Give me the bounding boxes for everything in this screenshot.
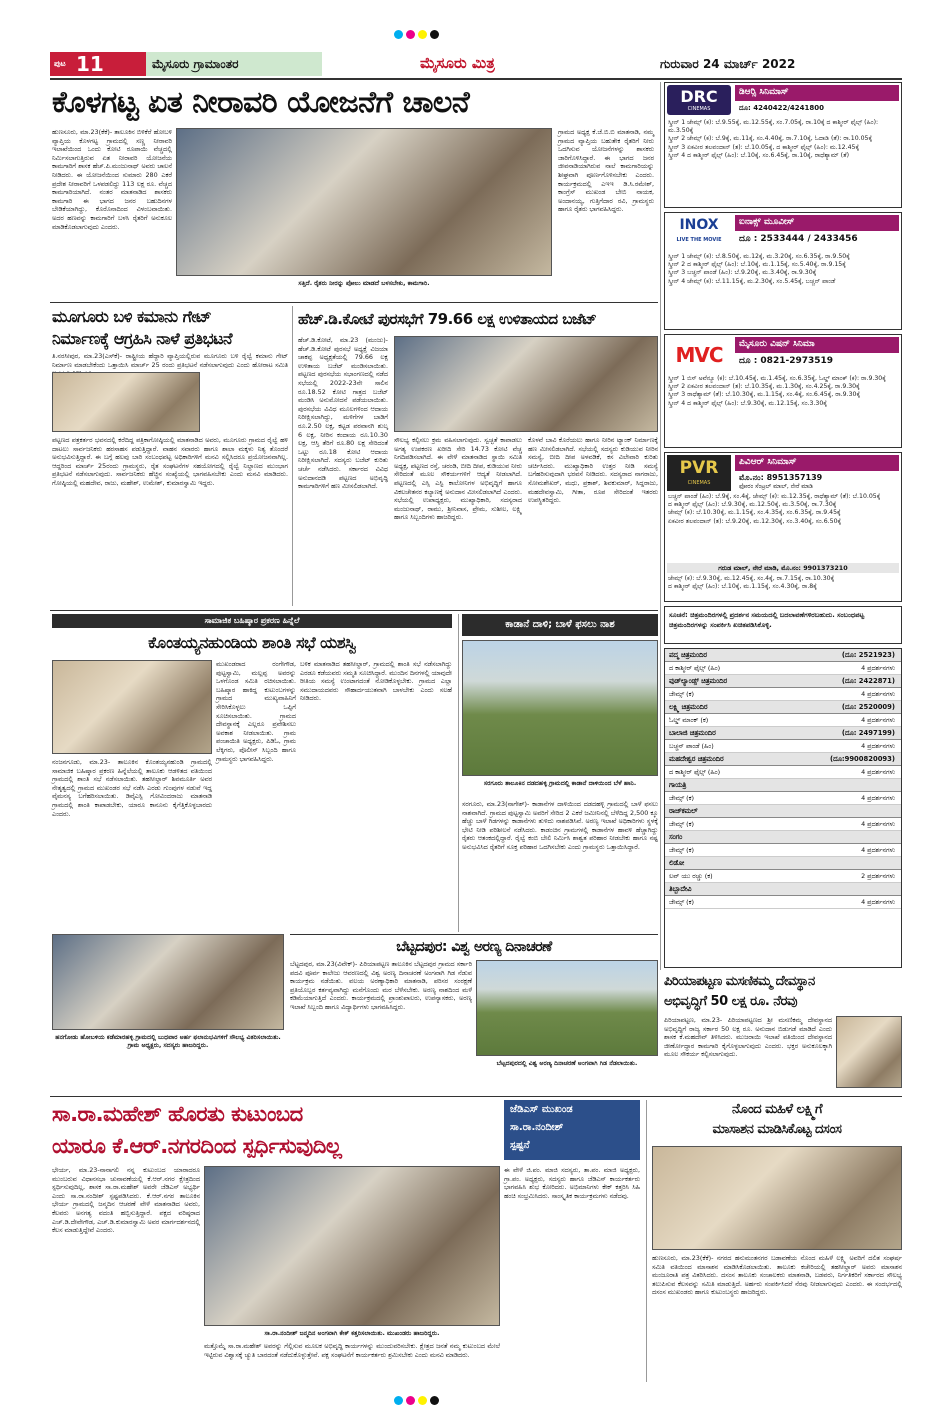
story5-photo	[462, 640, 658, 776]
issue-date: ಗುರುವಾರ 24 ಮಾರ್ಚ್ 2022	[660, 57, 796, 71]
story3-photo	[394, 336, 658, 432]
story1-caption: ಸತ್ತಿದೆ. ರೈತರು ನೀರನ್ನು ಪೋಲು ಮಾಡದೆ ಬಳಸಬೇಕು, ಕಾಮಗಾರಿ.	[298, 280, 430, 287]
theatre-phone: (ದೂ: 2422871)	[841, 676, 895, 685]
story8-headline-1: ಸಾ.ರಾ.ಮಹೇಶ್ ಹೊರತು ಕುಟುಂಬದ	[52, 1102, 303, 1126]
story4-photo-2	[52, 934, 284, 1030]
theatre-film: ಜೇಮ್ಸ್ (ಕ)	[669, 689, 695, 698]
theatre-film-row	[665, 714, 901, 727]
inox-row: ಸ್ಕ್ರೀನ್ 2 ದ ಕಾಶ್ಮೀರ್ ಫೈಲ್ಸ್ (ಹಿಂ): ಬೆ.10ಕ್ಕೆ, ಮ.1.15ಕ್ಕೆ, ಸಂ.5.40ಕ್ಕೆ, ರಾ.9.15ಕ್ಕೆ	[668, 261, 846, 269]
inox-row: ಸ್ಕ್ರೀನ್ 4 ಜೇಮ್ಸ್ (ಕ): ಬೆ.11.15ಕ್ಕೆ, ಮ.2.30ಕ್ಕೆ, ಸಂ.5.45ಕ್ಕೆ, ಬಚ್ಚನ್ ಪಾಂಡೆ	[668, 277, 836, 285]
pvr-mall-band	[667, 563, 899, 573]
theatre-head	[665, 831, 901, 844]
theatre-name: ಲಿಡೋ	[669, 858, 685, 867]
theatre-phone: (ದೂ: 2497199)	[841, 728, 895, 737]
theatre-shows: 2 ಪ್ರದರ್ಶನಗಳು	[861, 871, 895, 880]
story1-headline: ಕೊಳಗಟ್ಟ ಏತ ನೀರಾವರಿ ಯೋಜನೆಗೆ ಚಾಲನೆ	[52, 85, 470, 120]
story7-portrait	[836, 1016, 902, 1088]
pvr-logo	[667, 455, 731, 491]
theatre-shows: 4 ಪ್ರದರ್ಶನಗಳು	[861, 689, 895, 698]
rule-4	[50, 1096, 902, 1097]
inox-row: ಸ್ಕ್ರೀನ್ 1 ಜೇಮ್ಸ್ (ಕ): ಬೆ.8.50ಕ್ಕೆ, ಮ.12ಕ್ಕೆ, ಮ.3.20ಕ್ಕೆ, ಸಂ.6.35ಕ್ಕೆ, ರಾ.9.50ಕ್ಕೆ	[668, 253, 850, 260]
theatre-film: ಜೇಮ್ಸ್ (ಕ)	[669, 819, 695, 828]
cinema-notice-box	[664, 606, 902, 644]
theatre-shows: 4 ಪ್ರದರ್ಶನಗಳು	[861, 715, 895, 724]
pvr-mall-row: ದ ಕಾಶ್ಮೀರ್ ಫೈಲ್ಸ್ (ಹಿಂ): ಬೆ.10ಕ್ಕೆ, ಮ.1.15ಕ್ಕೆ, ಸಂ.4.30ಕ್ಕೆ, ರಾ.8ಕ್ಕೆ	[668, 583, 817, 591]
theatre-film-row	[665, 818, 901, 831]
story6-headline: ಬೆಟ್ಟದಪುರ: ವಿಶ್ವ ಅರಣ್ಯ ದಿನಾಚರಣೆ	[396, 939, 552, 955]
story7-headline-1: ಪಿರಿಯಾಪಟ್ಟಣ ಮಸಣಿಕಮ್ಮ ದೇವಸ್ಥಾನ	[664, 974, 815, 989]
theatre-list	[664, 648, 902, 968]
drc-row: ಸ್ಕ್ರೀನ್ 4 ದ ಕಾಶ್ಮೀರ್ ಫೈಲ್ಸ್ (ಹಿಂ): ಬೆ.10ಕ್ಕೆ, ಸಂ.6.45ಕ್ಕೆ, ರಾ.10ಕ್ಕೆ, ರಾಧೆಶ್ಯಾಮ್ (ತೆ)	[668, 151, 850, 159]
drc-phone: ದೂ: 4240422/4241800	[739, 104, 824, 112]
theatre-head	[665, 883, 901, 896]
story1-photo	[176, 128, 552, 276]
theatre-film: ಜೇಮ್ಸ್ (ಕ)	[669, 845, 695, 854]
pvr-title-band	[735, 455, 899, 471]
theatre-head	[665, 675, 901, 688]
masthead	[42, 52, 902, 76]
theatre-shows: 4 ಪ್ರದರ್ಶನಗಳು	[861, 845, 895, 854]
theatre-film-row	[665, 896, 901, 909]
story5-body: ಸರಗೂರು, ಮಾ.23(ನಾಗೇಶ್)- ಕಾಡಾನೆಗಳ ದಾಳಿಯಿಂದ ದಡದಹಳ್ಳಿ ಗ್ರಾಮದಲ್ಲಿ ಬಾಳೆ ಫಸಲು ನಾಶವಾಗಿದೆ. ಗ್ರಾಮದ ಪುಟ್ಟಸ್ವಾಮಿ ಅವರಿಗೆ ಸೇರಿದ 2 ಎಕರೆ ಜಮೀನಿನಲ್ಲಿ ಬೆಳೆದಿದ್ದ 2,500 ಕ್ಕೂ ಹೆಚ್ಚು ಬಾಳೆ ಗಿಡಗಳನ್ನು ಕಾಡಾನೆಗಳು ತುಳಿದು ನಾಶಪಡಿಸಿವೆ. ಅರಣ್ಯ ಇಲಾಖೆ ಅಧಿಕಾರಿಗಳು ಸ್ಥಳಕ್ಕೆ ಭೇಟಿ ನೀಡಿ ಪರಿಶೀಲನೆ ನಡೆಸಿದರು. ಕಾಡಂಚಿನ ಗ್ರಾಮಗಳಲ್ಲಿ ಕಾಡಾನೆಗಳ ಹಾವಳಿ ಹೆಚ್ಚಾಗಿದ್ದು ರೈತರು ಆತಂಕದಲ್ಲಿದ್ದಾರೆ. ರೈಲ್ವೆ ಕಂಬಿ ಬೇಲಿ ನಿರ್ಮಿಸಿ ಶಾಶ್ವತ ಪರಿಹಾರ ನೀಡಬೇಕು ಹಾಗೂ ನಷ್ಟ ಅನುಭವಿಸಿದ ರೈತರಿಗೆ ಸೂಕ್ತ ಪರಿಹಾರ ಒದಗಿಸಬೇಕು ಎಂದು ಗ್ರಾಮಸ್ಥರು ಒತ್ತಾಯಿಸಿದ್ದಾರೆ.	[462, 800, 658, 851]
drc-title-band	[735, 85, 899, 101]
theatre-shows: 4 ಪ್ರದರ್ಶನಗಳು	[861, 897, 895, 906]
story4-photo	[52, 660, 212, 754]
cinema-notice: ಸೂಚನೆ: ಚಿತ್ರಮಂದಿರಗಳಲ್ಲಿ ಪ್ರದರ್ಶನ ಸಮಯದಲ್ಲಿ ಬದಲಾವಣೆಗಳಿರಬಹುದು. ಸಂಬಂಧಪಟ್ಟ ಚಿತ್ರಮಂದಿರಗಳನ್ನು ಸಂಪರ್ಕಿಸಿ ಖಚಿತಪಡಿಸಿಕೊಳ್ಳಿ.	[669, 611, 865, 629]
pvr-mall-line: ಗರುಡ ಮಾಲ್, ನೇರೆ ಮಾಡಿ, ಮೊ.ನಂ: 9901373210	[718, 564, 848, 572]
mvc-logo	[667, 337, 731, 373]
pvr-address: ಫೋರಂ ಸೆಂಟ್ರಲ್ ಮಾಲ್, ನೇರೆ ಮಾಡಿ	[739, 483, 813, 490]
rule-v-cinema	[660, 82, 661, 970]
mvc-row: ಸ್ಕ್ರೀನ್ 2 ಏಕವೀರ ತಲವಂದಾನ್ (ತ): ಬೆ.10.35ಕ್ಕೆ, ಮ.1.30ಕ್ಕೆ, ಸಂ.4.25ಕ್ಕೆ, ರಾ.9.30ಕ್ಕೆ	[668, 383, 860, 391]
mvc-row: ಸ್ಕ್ರೀನ್ 1 ಬಿಸ್ ಅವೆನ್ಯೂ (ಕ): ಬೆ.10.45ಕ್ಕೆ, ಮ.1.45ಕ್ಕೆ, ಸಂ.6.35ಕ್ಕೆ, ಓಲ್ಡ್ ಮಾಂಕ್ (ಕ): ರಾ.9.30ಕ್ಕೆ	[668, 375, 886, 382]
theatre-name: ಲಕ್ಷ್ಮಿ ಚಿತ್ರಮಂದಿರ	[669, 702, 708, 711]
theatre-name: ರಾಜ್‍ಕಮಲ್	[669, 806, 698, 815]
pvr-logo-sub: CINEMAS	[687, 480, 711, 486]
theatre-head	[665, 727, 901, 740]
rule-v-3	[646, 1100, 647, 1382]
theatre-film-row	[665, 688, 901, 701]
theatre-shows: 4 ಪ್ರದರ್ಶನಗಳು	[861, 741, 895, 750]
theatre-film: ಓಲ್ಡ್ ಮಾಂಕ್ (ಕ)	[669, 715, 709, 724]
inox-rows	[668, 253, 900, 286]
theatre-shows: 4 ಪ್ರದರ್ಶನಗಳು	[861, 819, 895, 828]
story4-caption: ಹನಗೋಡು ಹೋಬಳಿಯ ಕಡೆಮಾರಹಳ್ಳಿ ಗ್ರಾಮದಲ್ಲಿ ಬುಧವಾರ ಅರ್ಹ ಫಲಾನುಭವಿಗಳಿಗೆ ಸೌಲಭ್ಯ ವಿತರಿಸಲಾಯಿತು. ಗ್ರಾಮ ಅಧ್ಯಕ್ಷರು, ಸದಸ್ಯರು ಹಾಜರಿದ್ದರು.	[55, 1034, 281, 1049]
theatre-film: ದ ಕಾಶ್ಮೀರ್ ಫೈಲ್ಸ್ (ಹಿಂ)	[669, 767, 721, 776]
story8-box	[504, 1100, 640, 1160]
inox-phone: ದೂ : 2533444 / 2433456	[739, 234, 858, 244]
drc-row: ಸ್ಕ್ರೀನ್ 1 ಜೇಮ್ಸ್ (ಕ): ಬೆ.9.55ಕ್ಕೆ, ಮ.12.55ಕ್ಕೆ, ಸಂ.7.05ಕ್ಕೆ, ರಾ.10ಕ್ಕೆ ದ ಕಾಶ್ಮೀರ್ ಫೈಲ್ಸ್ (ಹಿಂ): ಮ.3.50ಕ್ಕೆ	[668, 119, 879, 135]
theatre-film: ಜೇಮ್ಸ್ (ಕ)	[669, 897, 695, 906]
rule-v-1	[292, 306, 293, 606]
story8-col3: ಈ ವೇಳೆ ಜಿ.ಪಂ. ಮಾಜಿ ಸದಸ್ಯರು, ತಾ.ಪಂ. ಮಾಜಿ ಅಧ್ಯಕ್ಷರು, ಗ್ರಾ.ಪಂ. ಅಧ್ಯಕ್ಷರು, ಸದಸ್ಯರು ಹಾಗೂ ಜೆಡಿಎಸ್ ಕಾರ್ಯಕರ್ತರು ಭಾಗವಹಿಸಿ ಶುಭ ಕೋರಿದರು. ಅಭಿಮಾನಿಗಳು ಕೇಕ್ ಕತ್ತರಿಸಿ ಸಿಹಿ ಹಂಚಿ ಸಂಭ್ರಮಿಸಿದರು. ಸಾಂಸ್ಕೃತಿಕ ಕಾರ್ಯಕ್ರಮಗಳು ನಡೆದವು.	[504, 1166, 640, 1200]
mvc-row: ಸ್ಕ್ರೀನ್ 3 ರಾಧೆಶ್ಯಾಮ್ (ತೆ): ಬೆ.10.30ಕ್ಕೆ, ಮ.1.15ಕ್ಕೆ, ಸಂ.4ಕ್ಕೆ, ಸಂ.6.45ಕ್ಕೆ, ರಾ.9.30ಕ್ಕೆ	[668, 391, 861, 399]
story9-headline-2: ಮಾಸಾಶನ ಮಾಡಿಸಿಕೊಟ್ಟ ದಸಂಸ	[712, 1122, 842, 1137]
story5-caption: ಸರಗೂರು ತಾಲೂಕಿನ ದಡದಹಳ್ಳಿ ಗ್ರಾಮದಲ್ಲಿ ಕಾಡಾನೆ ದಾಳಿಯಿಂದ ಬೆಳೆ ಹಾನಿ.	[483, 780, 637, 787]
pvr-row: ಜೇಮ್ಸ್ (ಕ): ಬೆ.10.30ಕ್ಕೆ, ಮ.1.15ಕ್ಕೆ, ಸಂ.4.35ಕ್ಕೆ, ಸಂ.6.35ಕ್ಕೆ, ರಾ.9.45ಕ್ಕೆ	[668, 509, 841, 517]
story3-col2: ಸೌಲಭ್ಯ ಕಲ್ಪಿಸಲು ಕ್ರಮ ವಹಿಸಲಾಗುವುದು. ಸ್ವಚ್ಛತೆ ಕಾಪಾಡಲು ಅಗತ್ಯ ಉಪಕರಣ ಖರೀದಿ ಸೇರಿ 14.73 ಕೋಟಿ ವೆಚ್ಚ ನಿಗದಿಪಡಿಸಲಾಗಿದೆ. ಈ ವೇಳೆ ಮಾತನಾಡಿದ ಸ್ಥಾಯಿ ಸಮಿತಿ ಅಧ್ಯಕ್ಷ, ಪಟ್ಟಣದ ರಸ್ತೆ, ಚರಂಡಿ, ಬೀದಿ ದೀಪ, ಕುಡಿಯುವ ನೀರು ಸೇರಿದಂತೆ ಮೂಲ ಸೌಕರ್ಯಗಳಿಗೆ ಆದ್ಯತೆ ನೀಡಲಾಗಿದೆ. ಪಟ್ಟಣದಲ್ಲಿ ಎಸ್ಸಿ ಎಸ್ಟಿ ಕಾಲೋನಿಗಳ ಅಭಿವೃದ್ಧಿಗೆ ಹಾಗೂ ವಿಕಲಚೇತನರ ಕಲ್ಯಾಣಕ್ಕೆ ಅನುದಾನ ಮೀಸಲಿಡಲಾಗಿದೆ ಎಂದರು. ಸಭೆಯಲ್ಲಿ ಉಪಾಧ್ಯಕ್ಷರು, ಮುಖ್ಯಾಧಿಕಾರಿ, ಸದಸ್ಯರಾದ ಮಂಜುನಾಥ್, ರಾಮು, ಶ್ರೀನಿವಾಸ, ಪ್ರೇಮ, ಸುಶೀಲ, ಲಕ್ಷ್ಮಿ ಹಾಗೂ ಸಿಬ್ಬಂದಿಗಳು ಹಾಜರಿದ್ದರು.	[394, 436, 522, 522]
mvc-phone: ದೂ : 0821-2973519	[739, 356, 834, 366]
story2-photo	[52, 372, 200, 432]
story4-col2: ಮುಖಂಡರಾದ ರಂಗೇಗೌಡ, ಪುಟ್ಟಸ್ವಾಮಿ, ಮಲ್ಲಪ್ಪ ಅವರನ್ನು ಒಳಗೊಂಡ ಸಮಿತಿ ರಚಿಸಲಾಯಿತು. ಬಹಿಷ್ಕಾರ ಹಾಕಿದ್ದ ಕುಟುಂಬಗಳನ್ನು ಗ್ರಾಮದ ಮುಖ್ಯವಾಹಿನಿಗೆ ಸೇರಿಸಿಕೊಳ್ಳಲು ಒಪ್ಪಿಗೆ ಸೂಚಿಸಲಾಯಿತು. ಗ್ರಾಮದ ದೇವಸ್ಥಾನಕ್ಕೆ ಎಲ್ಲರೂ ಪ್ರವೇಶಿಸಲು ಅವಕಾಶ ನೀಡಲಾಯಿತು. ಗ್ರಾಮ ಪಂಚಾಯಿತಿ ಅಧ್ಯಕ್ಷರು, ಪಿಡಿಓ, ಗ್ರಾಮ ಲೆಕ್ಕಿಗರು, ಪೊಲೀಸ್ ಸಿಬ್ಬಂದಿ ಹಾಗೂ ಗ್ರಾಮಸ್ಥರು ಭಾಗವಹಿಸಿದ್ದರು.	[216, 660, 296, 763]
inox-title-band	[735, 215, 899, 231]
story7-body: ಪಿರಿಯಾಪಟ್ಟಣ, ಮಾ.23- ಪಿರಿಯಾಪಟ್ಟಣದ ಶ್ರೀ ಮಸಣಿಕಮ್ಮ ದೇವಸ್ಥಾನದ ಅಭಿವೃದ್ಧಿಗೆ ರಾಜ್ಯ ಸರ್ಕಾರ 50 ಲಕ್ಷ ರೂ. ಅನುದಾನ ಬಿಡುಗಡೆ ಮಾಡಿದೆ ಎಂದು ಶಾಸಕ ಕೆ.ಮಹದೇವ್ ತಿಳಿಸಿದರು. ಮುಜರಾಯಿ ಇಲಾಖೆ ವತಿಯಿಂದ ದೇವಸ್ಥಾನದ ಜೀರ್ಣೋದ್ಧಾರ ಕಾಮಗಾರಿ ಕೈಗೊಳ್ಳಲಾಗುವುದು ಎಂದರು. ಭಕ್ತರ ಅನುಕೂಲಕ್ಕಾಗಿ ಮೂಲ ಸೌಕರ್ಯ ಕಲ್ಪಿಸಲಾಗುವುದು.	[664, 1016, 832, 1059]
story2-headline-1: ಮೂಗೂರು ಬಳಿ ಕಮಾನು ಗೇಟ್	[52, 307, 212, 326]
theatre-name: ಮಹದೇಶ್ವರ ಚಿತ್ರಮಂದಿರ	[669, 754, 724, 763]
theatre-shows: 4 ಪ್ರದರ್ಶನಗಳು	[861, 767, 895, 776]
registration-dot	[406, 30, 415, 39]
registration-dot	[430, 30, 439, 39]
drc-row: ಸ್ಕ್ರೀನ್ 2 ಜೇಮ್ಸ್ (ಕ): ಬೆ.9ಕ್ಕೆ, ಮ.11ಕ್ಕೆ, ಸಂ.4.40ಕ್ಕೆ, ರಾ.7.10ಕ್ಕೆ, ಓದಾಡಿ (ತೆ): ರಾ.10.05ಕ್ಕೆ	[668, 135, 873, 143]
drc-title: ಡಿಆರ್‍ಸಿ ಸಿನಿಮಾಸ್	[739, 87, 789, 97]
registration-dot	[394, 30, 403, 39]
story9-headline-1: ನೊಂದ ಮಹಿಳೆ ಲಕ್ಷ್ಮಿಗೆ	[731, 1102, 823, 1117]
inox-row: ಸ್ಕ್ರೀನ್ 3 ಬಚ್ಚನ್ ಪಾಂಡೆ (ಹಿಂ): ಬೆ.9.20ಕ್ಕೆ, ಮ.3.40ಕ್ಕೆ, ರಾ.9.30ಕ್ಕೆ	[668, 269, 817, 277]
theatre-name: ಸಂಗಂ	[669, 832, 683, 841]
theatre-film-row	[665, 740, 901, 753]
pvr-logo-text: PVR	[679, 458, 719, 478]
section-title: ಮೈಸೂರು ಗ್ರಾಮಾಂತರ	[152, 57, 239, 71]
theatre-film: ಜೇಮ್ಸ್ (ಕ)	[669, 793, 695, 802]
story1-col1: ಹುಣಸೂರು, ಮಾ.23(ಕೆಕೆ)- ತಾಲೂಕಿನ ಬಿಳಿಕೆರೆ ಹೋಬಳಿ ವ್ಯಾಪ್ತಿಯ ಕೊಳಗಟ್ಟ ಗ್ರಾಮದಲ್ಲಿ ಸಣ್ಣ ನೀರಾವರಿ ಇಲಾಖೆಯಿಂದ ಒಂದು ಕೋಟಿ ರೂಪಾಯಿ ವೆಚ್ಚದಲ್ಲಿ ನಿರ್ಮಿಸಲಾಗುತ್ತಿರುವ ಏತ ನೀರಾವರಿ ಯೋಜನೆಯ ಕಾಮಗಾರಿಗೆ ಶಾಸಕ ಹೆಚ್.ಪಿ.ಮಂಜುನಾಥ್ ಅವರು ಚಾಲನೆ ನೀಡಿದರು. ಈ ಯೋಜನೆಯಿಂದ ಸುಮಾರು 280 ಎಕರೆ ಪ್ರದೇಶ ನೀರಾವರಿಗೆ ಒಳಪಡಲಿದ್ದು 113 ಲಕ್ಷ ರೂ. ವೆಚ್ಚದ ಕಾಮಗಾರಿಯಾಗಿದೆ. ನಂತರ ಮಾತನಾಡಿದ ಶಾಸಕರು ಕಾಮಗಾರಿ ಈ ಭಾಗದ ಜನರ ಬಹುದಿನಗಳ ಬೇಡಿಕೆಯಾಗಿದ್ದು, ಕೊರೊನಾದಿಂದ ವಿಳಂಬವಾಯಿತು. ಅದರ ಹಣವನ್ನು ಕಾಮಗಾರಿಗೆ ಬಳಸಿ ರೈತರಿಗೆ ಅನುಕೂಲ ಮಾಡಿಕೊಡಲಾಗುವುದು ಎಂದರು.	[52, 128, 172, 231]
page-number-box	[50, 52, 146, 76]
story3-col3: ಕೊಳವೆ ಬಾವಿ ಕೊರೆಯಲು ಹಾಗೂ ನೀರಿನ ಟ್ಯಾಂಕ್ ನಿರ್ಮಾಣಕ್ಕೆ ಹಣ ಮೀಸಲಿಡಲಾಗಿದೆ. ಸಭೆಯಲ್ಲಿ ಸದಸ್ಯರು ಕುಡಿಯುವ ನೀರಿನ ಸಮಸ್ಯೆ, ಬೀದಿ ದೀಪ ಅಳವಡಿಕೆ, ಕಸ ವಿಲೇವಾರಿ ಕುರಿತು ಚರ್ಚಿಸಿದರು. ಮುಖ್ಯಾಧಿಕಾರಿ ಉತ್ತರ ನೀಡಿ ಸಮಸ್ಯೆ ಬಗೆಹರಿಸುವುದಾಗಿ ಭರವಸೆ ನೀಡಿದರು. ಸದಸ್ಯರಾದ ನಾಗರಾಜು, ಸೋಮಶೇಖರ್, ಮಧು, ಪ್ರಕಾಶ್, ಶಿವಕುಮಾರ್, ಸಿದ್ದರಾಜು, ಮಹದೇವಸ್ವಾಮಿ, ಗೀತಾ, ರೂಪ ಸೇರಿದಂತೆ ಇತರರು ಉಪಸ್ಥಿತರಿದ್ದರು.	[528, 436, 658, 505]
story2-lead: ತಿ.ನರಸೀಪುರ, ಮಾ.23(ಎಸ್‍ಕೆ)- ರಾಷ್ಟ್ರೀಯ ಹೆದ್ದಾರಿ ವ್ಯಾಪ್ತಿಯಲ್ಲಿರುವ ಮೂಗೂರು ಬಳಿ ರೈಲ್ವೆ ಕಮಾನು ಗೇಟ್ ನಿರ್ಮಾಣ ಮಾಡಬೇಕೆಂದು ಒತ್ತಾಯಿಸಿ ಮಾರ್ಚ್ 25 ರಂದು ಪ್ರತಿಭಟನೆ ನಡೆಸಲಾಗುವುದು ಎಂದು ಹೋರಾಟ ಸಮಿತಿ	[52, 352, 288, 369]
registration-dot	[418, 1396, 427, 1405]
masthead-rule	[50, 78, 902, 80]
theatre-phone: (ದೂ: 2520009)	[841, 702, 895, 711]
theatre-film-row	[665, 792, 901, 805]
theatre-phone: (ದೂ:9900820093)	[830, 754, 895, 763]
story9-photo	[652, 1146, 902, 1250]
registration-marks-bottom	[394, 1396, 554, 1408]
inox-logo	[667, 215, 731, 249]
drc-block	[664, 82, 902, 208]
page-number: 11	[76, 52, 104, 76]
story6-body: ಬೆಟ್ಟದಪುರ, ಮಾ.23(ವಿವೇಕ್)- ಪಿರಿಯಾಪಟ್ಟಣ ತಾಲೂಕಿನ ಬೆಟ್ಟದಪುರ ಗ್ರಾಮದ ಸರ್ಕಾರಿ ಪದವಿ ಪೂರ್ವ ಕಾಲೇಜು ಆವರಣದಲ್ಲಿ ವಿಶ್ವ ಅರಣ್ಯ ದಿನಾಚರಣೆ ಅಂಗವಾಗಿ ಗಿಡ ನೆಡುವ ಕಾರ್ಯಕ್ರಮ ನಡೆಯಿತು. ವಲಯ ಅರಣ್ಯಾಧಿಕಾರಿ ಮಾತನಾಡಿ, ಪರಿಸರ ಸಂರಕ್ಷಣೆ ಪ್ರತಿಯೊಬ್ಬರ ಕರ್ತವ್ಯವಾಗಿದ್ದು ಮನೆಗೊಂದು ಮರ ಬೆಳೆಸಬೇಕು. ಅರಣ್ಯ ನಾಶದಿಂದ ಮಳೆ ಕಡಿಮೆಯಾಗುತ್ತಿದೆ ಎಂದರು. ಕಾರ್ಯಕ್ರಮದಲ್ಲಿ ಪ್ರಾಂಶುಪಾಲರು, ಉಪನ್ಯಾಸಕರು, ಅರಣ್ಯ ಇಲಾಖೆ ಸಿಬ್ಬಂದಿ ಹಾಗೂ ವಿದ್ಯಾರ್ಥಿಗಳು ಭಾಗವಹಿಸಿದ್ದರು.	[290, 960, 472, 1011]
story1-col2: ಗ್ರಾಮದ ಅಧ್ಯಕ್ಷ ಕೆ.ಜೆ.ಬಿ.ಬಿ ಮಾತನಾಡಿ, ನಮ್ಮ ಗ್ರಾಮದ ವ್ಯಾಪ್ತಿಯ ಬಹುತೇಕ ರೈತರಿಗೆ ನೀರು ಒದಗಿಸುವ ಯೋಜನೆಗಳನ್ನು ಶಾಸಕರು ಜಾರಿಗೊಳಿಸಿದ್ದಾರೆ. ಈ ಭಾಗದ ಜನರ ಜೀವನಾಡಿಯಾಗಿರುವ ನಾಲೆ ಕಾಮಗಾರಿಯನ್ನು ಶೀಘ್ರವಾಗಿ ಪೂರ್ಣಗೊಳಿಸಬೇಕು ಎಂದರು. ಕಾರ್ಯಕ್ರಮದಲ್ಲಿ ಎಇಇ ಡಿ.ಸಿ.ರಮೇಶ್, ಕಾಂಗ್ರೆಸ್ ಮುಖಂಡ ಬೇಬಿ ನಾಯಕ, ಅಂದಾನಯ್ಯ, ಗುತ್ತಿಗೆದಾರ ರವಿ, ಗ್ರಾಮಸ್ಥರು ಹಾಗೂ ರೈತರು ಭಾಗವಹಿಸಿದ್ದರು.	[558, 128, 654, 214]
pvr-mall-row: ಜೇಮ್ಸ್ (ಕ): ಬೆ.9.30ಕ್ಕೆ, ಮ.12.45ಕ್ಕೆ, ಸಂ.4ಕ್ಕೆ, ರಾ.7.15ಕ್ಕೆ, ರಾ.10.30ಕ್ಕೆ	[668, 575, 835, 582]
theatre-film-row	[665, 870, 901, 883]
drc-row: ಸ್ಕ್ರೀನ್ 3 ಏಕವೀರ ತಲವಂದಾನ್ (ತ): ಬೆ.10.05ಕ್ಕೆ, ದ ಕಾಶ್ಮೀರ್ ಫೈಲ್ಸ್ (ಹಿಂ): ಮ.12.45ಕ್ಕೆ	[668, 143, 860, 151]
story5-band	[462, 614, 658, 636]
theatre-name: ಬಾಲಾಜಿ ಚಿತ್ರಮಂದಿರ	[669, 728, 716, 737]
theatre-name: ಗಾಯತ್ರಿ	[669, 780, 687, 789]
paper-name: ಮೈಸೂರು ಮಿತ್ರ	[420, 54, 495, 72]
mvc-row: ಸ್ಕ್ರೀನ್ 4 ದ ಕಾಶ್ಮೀರ್ ಫೈಲ್ಸ್ (ಹಿಂ): ಬೆ.9.30ಕ್ಕೆ, ಮ.12.15ಕ್ಕೆ, ಸಂ.3.30ಕ್ಕೆ	[668, 399, 827, 407]
pvr-mall-rows	[668, 575, 900, 591]
pvr-row: ದ ಕಾಶ್ಮೀರ್ ಫೈಲ್ಸ್ (ಹಿಂ): ಬೆ.9.30ಕ್ಕೆ, ಮ.12.50ಕ್ಕೆ, ಮ.3.50ಕ್ಕೆ, ರಾ.7.30ಕ್ಕೆ	[668, 501, 837, 509]
rule-2	[50, 610, 658, 611]
theatre-shows: 4 ಪ್ರದರ್ಶನಗಳು	[861, 793, 895, 802]
mvc-logo-text: MVC	[675, 343, 723, 367]
pvr-title: ಪಿವಿಆರ್ ಸಿನಿಮಾಸ್	[739, 457, 797, 467]
story8-box-line1: ಜೆಡಿಎಸ್ ಮುಖಂಡ	[510, 1104, 573, 1115]
theatre-name: ವುಡ್‍ಲ್ಯಾಂಡ್ಸ್ ಚಿತ್ರಮಂದಿರ	[669, 676, 728, 685]
registration-dot	[406, 1396, 415, 1405]
mvc-rows	[668, 375, 900, 408]
rule-1	[50, 302, 658, 303]
mvc-block	[664, 334, 902, 448]
story2-headline-2: ನಿರ್ಮಾಣಕ್ಕೆ ಆಗ್ರಹಿಸಿ ನಾಳೆ ಪ್ರತಿಭಟನೆ	[52, 329, 233, 348]
mvc-title: ಮೈಸೂರು ವಿಷನ್ ಸಿನಿಮಾ	[739, 339, 815, 349]
inox-logo-sub: LIVE THE MOVIE	[676, 237, 722, 243]
drc-rows	[668, 119, 900, 160]
drc-logo-text: DRC	[680, 87, 718, 106]
inox-logo-text: INOX	[679, 217, 719, 233]
inox-title: ಐನಾಕ್ಸ್ ಮೂವೀಸ್	[739, 217, 795, 227]
theatre-shows: 4 ಪ್ರದರ್ಶನಗಳು	[861, 663, 895, 672]
theatre-film-row	[665, 662, 901, 675]
theatre-phone: (ದೂ: 2521923)	[841, 650, 895, 659]
theatre-head	[665, 805, 901, 818]
story4-kicker-band	[52, 614, 452, 628]
story4-headline: ಕೊಂತಯ್ಯನಹುಂಡಿಯ ಶಾಂತಿ ಸಭೆ ಯಶಸ್ವಿ	[148, 633, 356, 652]
mvc-title-band	[735, 337, 899, 353]
theatre-film-row	[665, 766, 901, 779]
theatre-film-row	[665, 844, 901, 857]
rule-v-2	[458, 614, 459, 932]
rule-3	[290, 934, 658, 935]
theatre-name: ತಿಬ್ಬಾದೇವಿ	[669, 884, 692, 893]
pvr-row: ಬಚ್ಚನ್ ಪಾಂಡೆ (ಹಿಂ): ಬೆ.9ಕ್ಕೆ, ಸಂ.4ಕ್ಕೆ, ಜೇಮ್ಸ್ (ಕ): ಮ.12.35ಕ್ಕೆ, ರಾಧೆಶ್ಯಾಮ್ (ತೆ): ಬೆ.10.05ಕ್ಕೆ	[668, 493, 881, 500]
theatre-head	[665, 779, 901, 792]
story8-caption: ಸಾ.ರಾ.ನಂದೀಶ್ ಜನ್ಮದಿನ ಅಂಗವಾಗಿ ಕೇಕ್ ಕತ್ತರಿಸಲಾಯಿತು. ಮುಖಂಡರು ಹಾಜರಿದ್ದರು.	[264, 1330, 440, 1337]
story4-kicker: ಸಾಮಾಜಿಕ ಬಹಿಷ್ಕಾರ ಪ್ರಕರಣ ಹಿನ್ನೆಲೆ	[204, 616, 300, 625]
story4-col3: ಬಳಿಕ ಮಾತನಾಡಿದ ತಹಸೀಲ್ದಾರ್, ಗ್ರಾಮದಲ್ಲಿ ಶಾಂತಿ ಸಭೆ ನಡೆಸಲಾಗಿದ್ದು ಎರಡೂ ಕಡೆಯವರು ಸಮ್ಮತಿ ಸೂಚಿಸಿದ್ದಾರೆ. ಮುಂದಿನ ದಿನಗಳಲ್ಲಿ ಯಾವುದೇ ರೀತಿಯ ಸಮಸ್ಯೆ ಉಂಟಾಗದಂತೆ ನೋಡಿಕೊಳ್ಳಬೇಕು. ಗ್ರಾಮದ ಎಲ್ಲಾ ಸಮುದಾಯದವರು ಸೌಹಾರ್ದಯುತವಾಗಿ ಬಾಳಬೇಕು ಎಂದು ಸಲಹೆ ನೀಡಿದರು.	[300, 660, 452, 703]
story5-headline: ಕಾಡಾನೆ ದಾಳಿ; ಬಾಳೆ ಫಸಲು ನಾಶ	[505, 619, 615, 630]
registration-dot	[430, 1396, 439, 1405]
story6-photo	[476, 960, 658, 1056]
story4-col1: ನಂಜನಗೂಡು, ಮಾ.23- ತಾಲೂಕಿನ ಕೊಂತಯ್ಯನಹುಂಡಿ ಗ್ರಾಮದಲ್ಲಿ ಸಾಮಾಜಿಕ ಬಹಿಷ್ಕಾರ ಪ್ರಕರಣ ಹಿನ್ನೆಲೆಯಲ್ಲಿ ತಾಲೂಕು ಆಡಳಿತದ ವತಿಯಿಂದ ಗ್ರಾಮದಲ್ಲಿ ಶಾಂತಿ ಸಭೆ ನಡೆಸಲಾಯಿತು. ತಹಸೀಲ್ದಾರ್ ಶಿವಮೂರ್ತಿ ಅವರ ನೇತೃತ್ವದಲ್ಲಿ ಗ್ರಾಮದ ಮುಖಂಡರ ಸಭೆ ನಡೆಸಿ ಎರಡು ಗುಂಪುಗಳ ನಡುವೆ ಇದ್ದ ವೈಮನಸ್ಯ ಬಗೆಹರಿಸಲಾಯಿತು. ಡಿವೈಎಸ್ಪಿ ಗೋವಿಂದರಾಜು ಮಾತನಾಡಿ ಗ್ರಾಮದಲ್ಲಿ ಶಾಂತಿ ಕಾಪಾಡಬೇಕು, ಯಾರೂ ಕಾನೂನು ಕೈಗೆತ್ತಿಕೊಳ್ಳಬಾರದು ಎಂದರು.	[52, 758, 212, 818]
story6-caption: ಬೆಟ್ಟದಪುರದಲ್ಲಿ ವಿಶ್ವ ಅರಣ್ಯ ದಿನಾಚರಣೆ ಅಂಗವಾಗಿ ಗಿಡ ನೆಡಲಾಯಿತು.	[496, 1060, 638, 1067]
pvr-rows	[668, 493, 900, 526]
registration-dot	[394, 1396, 403, 1405]
inox-block	[664, 212, 902, 330]
story9-body: ಹುಣಸೂರು, ಮಾ.23(ಕೆಕೆ)- ನಗರದ ಹನುಮಂತನಗರ ಬಡಾವಣೆಯ ನೊಂದ ಮಹಿಳೆ ಲಕ್ಷ್ಮಿ ಅವರಿಗೆ ದಲಿತ ಸಂಘರ್ಷ ಸಮಿತಿ ವತಿಯಿಂದ ಮಾಸಾಶನ ಮಾಡಿಸಿಕೊಡಲಾಯಿತು. ತಾಲೂಕು ಕಚೇರಿಯಲ್ಲಿ ತಹಸೀಲ್ದಾರ್ ಅವರು ಮಾಸಾಶನ ಮಂಜೂರಾತಿ ಪತ್ರ ವಿತರಿಸಿದರು. ದಸಂಸ ತಾಲೂಕು ಸಂಚಾಲಕರು ಮಾತನಾಡಿ, ಬಡವರು, ನಿರ್ಗತಿಕರಿಗೆ ಸರ್ಕಾರದ ಸೌಲಭ್ಯ ತಲುಪಿಸುವ ಕೆಲಸವನ್ನು ಸಮಿತಿ ಮಾಡುತ್ತಿದೆ. ಅರ್ಹರು ಸಂಪರ್ಕಿಸಿದರೆ ನೆರವು ನೀಡಲಾಗುವುದು ಎಂದರು. ಈ ಸಂದರ್ಭದಲ್ಲಿ ದಸಂಸ ಮುಖಂಡರು ಹಾಗೂ ಕುಟುಂಬಸ್ಥರು ಹಾಜರಿದ್ದರು.	[652, 1254, 902, 1297]
story2-body: ಪಟ್ಟಣದ ಪತ್ರಕರ್ತರ ಭವನದಲ್ಲಿ ಕರೆದಿದ್ದ ಪತ್ರಿಕಾಗೋಷ್ಠಿಯಲ್ಲಿ ಮಾತನಾಡಿದ ಅವರು, ಮೂಗೂರು ಗ್ರಾಮದ ರೈಲ್ವೆ ಹಳಿ ದಾಟಲು ಸಾರ್ವಜನಿಕರು ಹರಸಾಹಸ ಪಡುತ್ತಿದ್ದಾರೆ. ವಾಹನ ಸವಾರರು ಹಾಗೂ ಶಾಲಾ ಮಕ್ಕಳು ನಿತ್ಯ ತೊಂದರೆ ಅನುಭವಿಸುತ್ತಿದ್ದಾರೆ. ಈ ಬಗ್ಗೆ ಹಲವು ಬಾರಿ ಸಂಬಂಧಪಟ್ಟ ಅಧಿಕಾರಿಗಳಿಗೆ ಮನವಿ ಸಲ್ಲಿಸಿದರೂ ಪ್ರಯೋಜನವಾಗಿಲ್ಲ. ಆದ್ದರಿಂದ ಮಾರ್ಚ್ 25ರಂದು ಗ್ರಾಮಸ್ಥರು, ರೈತ ಸಂಘಟನೆಗಳ ಸಹಯೋಗದಲ್ಲಿ ರೈಲ್ವೆ ನಿಲ್ದಾಣದ ಮುಂಭಾಗ ಪ್ರತಿಭಟನೆ ನಡೆಸಲಾಗುವುದು. ಸಾರ್ವಜನಿಕರು ಹೆಚ್ಚಿನ ಸಂಖ್ಯೆಯಲ್ಲಿ ಭಾಗವಹಿಸಬೇಕು ಎಂದು ಮನವಿ ಮಾಡಿದರು. ಗೋಷ್ಠಿಯಲ್ಲಿ ಮಹದೇವ, ರಾಜು, ಮಹೇಶ್, ಉಮೇಶ್, ಕುಮಾರಸ್ವಾಮಿ ಇದ್ದರು.	[52, 436, 288, 487]
registration-dot	[418, 30, 427, 39]
theatre-head	[665, 701, 901, 714]
page-label: ಪುಟ	[54, 59, 66, 68]
story8-col2: ಮತ್ತೊಮ್ಮೆ ಸಾ.ರಾ.ಮಹೇಶ್ ಅವರನ್ನು ಗೆಲ್ಲಿಸುವ ಮೂಲಕ ಅಭಿವೃದ್ಧಿ ಕಾರ್ಯಗಳನ್ನು ಮುಂದುವರಿಸಬೇಕು. ಕ್ಷೇತ್ರದ ಜನತೆ ನಮ್ಮ ಕುಟುಂಬದ ಮೇಲೆ ಇಟ್ಟಿರುವ ವಿಶ್ವಾಸಕ್ಕೆ ಚ್ಯುತಿ ಬಾರದಂತೆ ನಡೆದುಕೊಳ್ಳುತ್ತೇವೆ. ಪಕ್ಷ ಸಂಘಟನೆಗೆ ಕಾರ್ಯಕರ್ತರು ಶ್ರಮಿಸಬೇಕು ಎಂದು ಮನವಿ ಮಾಡಿದರು.	[204, 1342, 500, 1359]
section-band	[146, 52, 322, 76]
drc-logo-sub: CINEMAS	[687, 106, 711, 112]
registration-marks-top	[394, 30, 554, 42]
theatre-film: ಬಚ್ಚನ್ ಪಾಂಡೆ (ಹಿಂ)	[669, 741, 714, 750]
drc-logo	[667, 85, 731, 115]
story3-col1: ಹೆಚ್.ಡಿ.ಕೋಟೆ, ಮಾ.23 (ಮಂಜು)- ಹೆಚ್.ಡಿ.ಕೋಟೆ ಪುರಸಭೆ ಅಧ್ಯಕ್ಷೆ ವಿಜಯಾ ಚಾಕಪ್ಪ ಅಧ್ಯಕ್ಷತೆಯಲ್ಲಿ 79.66 ಲಕ್ಷ ಉಳಿತಾಯ ಬಜೆಟ್ ಮಂಡಿಸಲಾಯಿತು. ಪಟ್ಟಣದ ಪುರಸಭೆಯ ಸಭಾಂಗಣದಲ್ಲಿ ನಡೆದ ಸಭೆಯಲ್ಲಿ 2022-23ನೇ ಸಾಲಿನ ರೂ.18.52 ಕೋಟಿ ಗಾತ್ರದ ಬಜೆಟ್ ಮಂಡಿಸಿ ಅನುಮೋದನೆ ಪಡೆಯಲಾಯಿತು. ಪುರಸಭೆಯ ವಿವಿಧ ಮೂಲಗಳಿಂದ ಆದಾಯ ನಿರೀಕ್ಷಿಸಲಾಗಿದ್ದು, ಮಳಿಗೆಗಳ ಬಾಡಿಗೆ ರೂ.2.50 ಲಕ್ಷ, ಕಟ್ಟಡ ಪರವಾನಗಿ ಶುಲ್ಕ 6 ಲಕ್ಷ, ನೀರಿನ ಕಂದಾಯ ರೂ.10.30 ಲಕ್ಷ, ಆಸ್ತಿ ತೆರಿಗೆ ರೂ.80 ಲಕ್ಷ ಸೇರಿದಂತೆ ಒಟ್ಟು ರೂ.18 ಕೋಟಿ ಆದಾಯ ನಿರೀಕ್ಷಿಸಲಾಗಿದೆ. ಸದಸ್ಯರು ಬಜೆಟ್ ಕುರಿತು ಚರ್ಚೆ ನಡೆಸಿದರು. ಸರ್ಕಾರದ ವಿವಿಧ ಅನುದಾನದಡಿ ಪಟ್ಟಣದ ಅಭಿವೃದ್ಧಿ ಕಾಮಗಾರಿಗಳಿಗೆ ಹಣ ಮೀಸಲಿಡಲಾಗಿದೆ.	[298, 336, 388, 491]
story3-headline: ಹೆಚ್.ಡಿ.ಕೋಟೆ ಪುರಸಭೆಗೆ 79.66 ಲಕ್ಷ ಉಳಿತಾಯದ ಬಜೆಟ್	[298, 310, 597, 328]
theatre-head	[665, 649, 901, 662]
theatre-head	[665, 857, 901, 870]
story8-box-line3: ಸ್ಪಷ್ಟನೆ	[510, 1140, 530, 1151]
theatre-name: ಪದ್ಮ ಚಿತ್ರಮಂದಿರ	[669, 650, 707, 659]
theatre-film: ಲವ್ ಯು ರಚ್ಚು (ಕ)	[669, 871, 713, 880]
theatre-film: ದ ಕಾಶ್ಮೀರ್ ಫೈಲ್ಸ್ (ಹಿಂ)	[669, 663, 721, 672]
story8-col1: ಭೇರ್ಯ, ಮಾ.23-ನಾನಾಗಲಿ ನನ್ನ ಕುಟುಂಬದ ಯಾರಾದರೂ ಮುಂಬರುವ ವಿಧಾನಸಭಾ ಚುನಾವಣೆಯಲ್ಲಿ ಕೆ.ಆರ್.ನಗರ ಕ್ಷೇತ್ರದಿಂದ ಸ್ಪರ್ಧಿಸುವುದಿಲ್ಲ, ಶಾಸಕ ಸಾ.ರಾ.ಮಹೇಶ್ ಅವರೇ ಜೆಡಿಎಸ್ ಅಭ್ಯರ್ಥಿ ಎಂದು ಸಾ.ರಾ.ನಂದೀಶ್ ಸ್ಪಷ್ಟಪಡಿಸಿದರು. ಕೆ.ಆರ್.ನಗರ ತಾಲೂಕಿನ ಭೇರ್ಯ ಗ್ರಾಮದಲ್ಲಿ ಜನ್ಮದಿನ ಆಚರಣೆ ವೇಳೆ ಮಾತನಾಡಿದ ಅವರು, ಕೆಲವರು ಅನಗತ್ಯ ವದಂತಿ ಹಬ್ಬಿಸುತ್ತಿದ್ದಾರೆ. ಪಕ್ಷದ ವರಿಷ್ಠರಾದ ಎಚ್.ಡಿ.ದೇವೇಗೌಡ, ಎಚ್.ಡಿ.ಕುಮಾರಸ್ವಾಮಿ ಅವರ ಮಾರ್ಗದರ್ಶನದಲ್ಲಿ ಕೆಲಸ ಮಾಡುತ್ತಿದ್ದೇವೆ ಎಂದರು.	[52, 1166, 200, 1235]
pvr-block	[664, 452, 902, 602]
pvr-row: ಏಕವೀರ ತಲವಂದಾನ್ (ತ): ಬೆ.9.20ಕ್ಕೆ, ಮ.12.30ಕ್ಕೆ, ಸಂ.3.40ಕ್ಕೆ, ಸಂ.6.50ಕ್ಕೆ	[668, 517, 842, 525]
pvr-phone: ಮೊ.ನಂ: 8951357139	[739, 473, 823, 482]
story7-headline-2: ಅಭಿವೃದ್ಧಿಗೆ 50 ಲಕ್ಷ ರೂ. ನೆರವು	[664, 994, 797, 1009]
story8-box-line2: ಸಾ.ರಾ.ನಂದೀಶ್	[510, 1122, 564, 1133]
story8-headline-2: ಯಾರೂ ಕೆ.ಆರ್.ನಗರದಿಂದ ಸ್ಪರ್ಧಿಸುವುದಿಲ್ಲ	[52, 1134, 342, 1158]
story8-photo	[204, 1166, 500, 1326]
theatre-head	[665, 753, 901, 766]
